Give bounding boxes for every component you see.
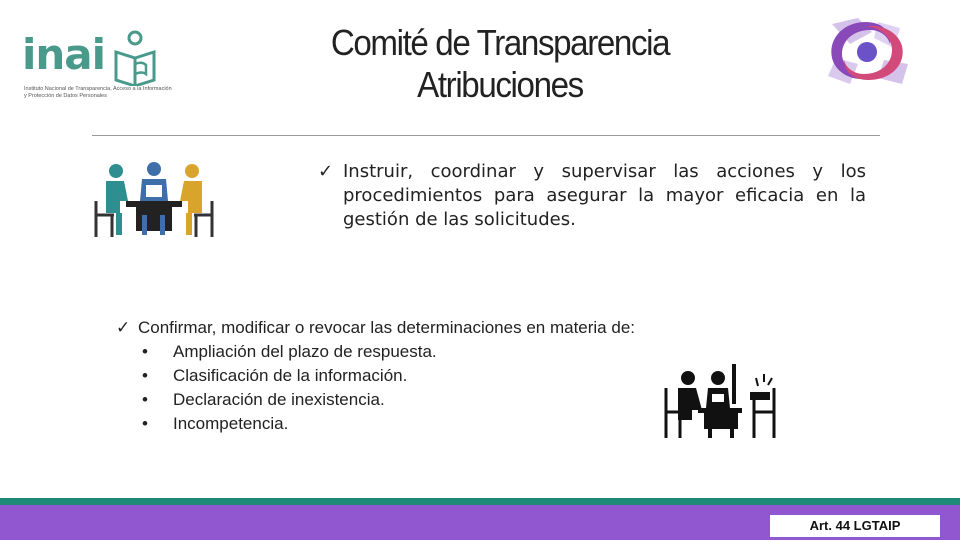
list-item	[142, 364, 736, 388]
bullet-icon: •	[142, 390, 148, 409]
logo-wordmark: inai	[22, 30, 106, 79]
list-item-text: Declaración de inexistencia.	[173, 390, 385, 409]
footer-accent-bar	[0, 498, 960, 505]
inai-logo-icon	[112, 30, 158, 86]
list-item-text: Incompetencia.	[173, 414, 289, 433]
page-title	[270, 22, 730, 106]
title-line-2: Atribuciones	[417, 64, 583, 105]
second-point	[116, 316, 736, 436]
list-item	[142, 412, 736, 436]
second-point-heading	[116, 316, 736, 340]
meeting-bw-icon	[664, 348, 784, 440]
main-point-text: Instruir, coordinar y supervisar las acciones y los procedimientos para asegurar la mayor eficacia en la gestión de las solicitudes.	[343, 161, 866, 230]
list-item	[142, 340, 736, 364]
sub-list	[116, 340, 736, 436]
header-divider	[92, 135, 880, 136]
logo-subtitle: Instituto Nacional de Transparencia, Acceso a la Información y Protección de Datos Personales	[24, 86, 172, 99]
second-point-text: Confirmar, modificar o revocar las determinaciones en materia de:	[138, 318, 635, 337]
emblem-icon	[814, 14, 918, 90]
footer-label: Art. 44 LGTAIP	[770, 515, 940, 537]
bullet-icon: •	[142, 366, 148, 385]
check-icon: ✓	[318, 161, 334, 182]
list-item	[142, 388, 736, 412]
bullet-icon: •	[142, 342, 148, 361]
list-item-text: Ampliación del plazo de respuesta.	[173, 342, 437, 361]
inai-logo	[22, 30, 182, 110]
bullet-icon: •	[142, 414, 148, 433]
list-item-text: Clasificación de la información.	[173, 366, 408, 385]
check-icon: ✓	[116, 318, 131, 337]
main-point	[318, 160, 866, 232]
meeting-color-icon	[92, 157, 216, 241]
title-line-1: Comité de Transparencia	[330, 22, 670, 63]
